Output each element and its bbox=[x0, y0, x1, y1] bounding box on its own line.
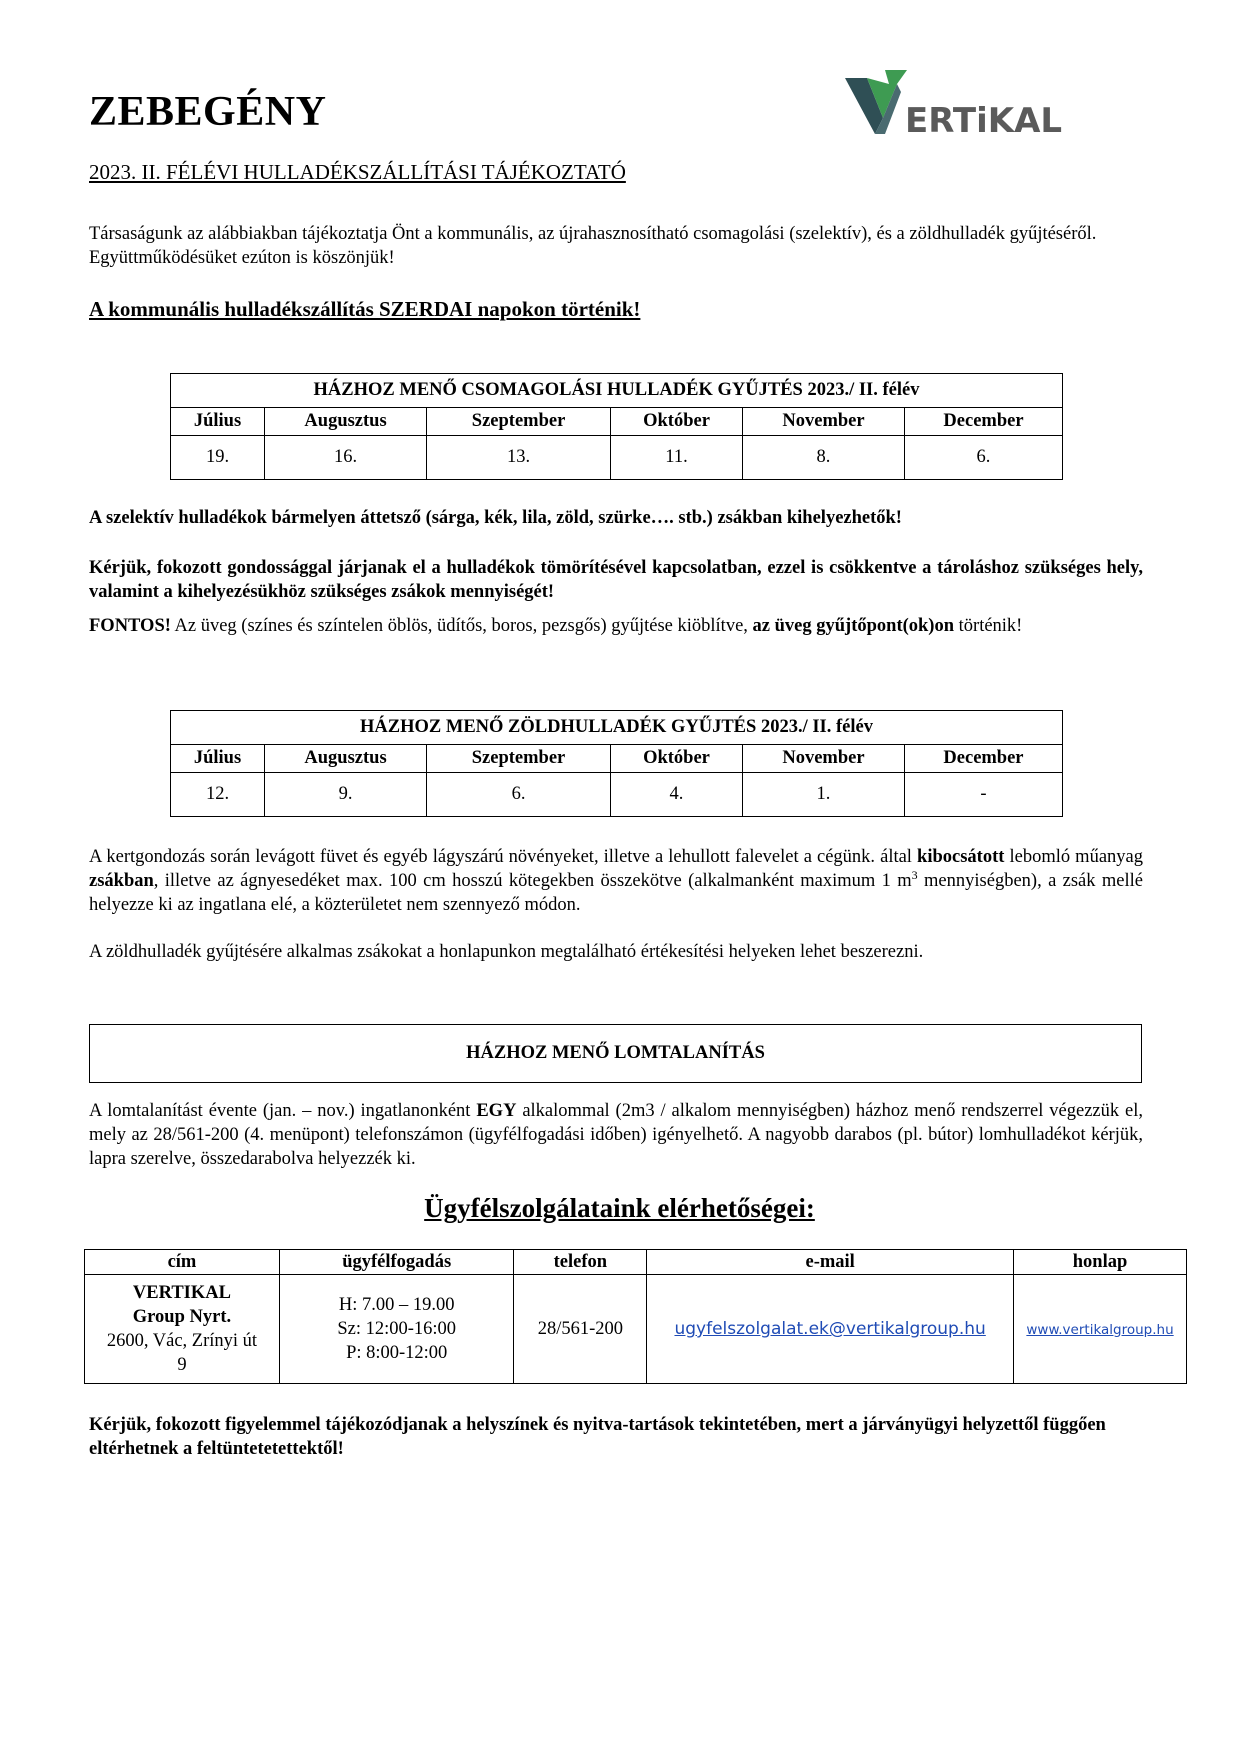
company-suffix: Group Nyrt. bbox=[132, 1307, 232, 1327]
email-link[interactable]: ugyfelszolgalat.ek@vertikalgroup.hu bbox=[674, 1319, 986, 1339]
fontos-tail: történik! bbox=[954, 616, 1023, 636]
fontos-label: FONTOS! bbox=[89, 616, 171, 636]
text-span: A lomtalanítást évente (jan. – nov.) ingatlanonként bbox=[89, 1101, 477, 1121]
lomtalanitas-title: HÁZHOZ MENŐ LOMTALANÍTÁS bbox=[466, 1043, 765, 1063]
month-header: Augusztus bbox=[265, 408, 427, 436]
vertikal-logo-mark bbox=[845, 70, 1080, 150]
collection-day: 8. bbox=[743, 436, 905, 480]
phone-cell: 28/561-200 bbox=[514, 1275, 647, 1384]
month-header: December bbox=[904, 408, 1062, 436]
company-name: VERTIKAL bbox=[132, 1283, 231, 1303]
hours-line: Sz: 12:00-16:00 bbox=[337, 1319, 457, 1339]
month-header: November bbox=[742, 745, 904, 773]
hours-cell bbox=[279, 1275, 514, 1384]
column-header: e-mail bbox=[647, 1250, 1014, 1275]
text-span: , illetve az ágnyesedéket max. 100 cm hosszú kötegekben összekötve (alkalmanként maximum 1 m bbox=[153, 871, 912, 891]
closing-notice: Kérjük, fokozott figyelemmel tájékozódjanak a helyszínek és nyitva-tartások tekintetében, mert a járványügyi helyzettől függően eltérhetnek a feltüntetetettektől! bbox=[89, 1415, 1106, 1459]
text-span: lebomló műanyag bbox=[1004, 847, 1143, 867]
csomagolasi-schedule-table bbox=[170, 373, 1063, 480]
collection-day: 6. bbox=[427, 773, 611, 817]
hours-line: P: 8:00-12:00 bbox=[346, 1343, 448, 1363]
website-link[interactable]: www.vertikalgroup.hu bbox=[1026, 1321, 1174, 1338]
address-cell bbox=[85, 1275, 280, 1384]
website-cell bbox=[1014, 1275, 1187, 1384]
customer-service-table bbox=[84, 1249, 1187, 1384]
table-caption: HÁZHOZ MENŐ CSOMAGOLÁSI HULLADÉK GYŰJTÉS 2023./ II. félév bbox=[171, 374, 1063, 408]
intro-paragraph: Társaságunk az alábbiakban tájékoztatja Önt a kommunális, az újrahasznosítható csomagolási (szelektív), és a zöldhulladék gyűjtéséről. Együttműködésüket ezúton is köszönjük! bbox=[89, 224, 1097, 268]
month-header: Szeptember bbox=[427, 745, 611, 773]
address: 2600, Vác, Zrínyi út 9 bbox=[106, 1331, 258, 1375]
lomtalanitas-title-box bbox=[89, 1024, 1142, 1083]
text-bold: EGY bbox=[476, 1101, 517, 1121]
collection-day: - bbox=[904, 773, 1062, 817]
green-bag-paragraph: A zöldhulladék gyűjtésére alkalmas zsákokat a honlapunkon megtalálható értékesítési helyeken lehet beszerezni. bbox=[89, 942, 924, 962]
fontos-text: Az üveg (színes és színtelen öblös, üdítős, boros, pezsgős) gyűjtése kiöblítve, bbox=[170, 616, 753, 636]
superscript: 3 bbox=[911, 867, 918, 882]
text-bold: zsákban bbox=[89, 871, 154, 891]
text-span: alkalommal (2m3 / alkalom mennyiségben) házhoz menő rendszerrel végezzük el, mely az 28/561-200 (4. menüpont) telefonszámon (ügyfélfogadási időben) igényelhető. A nagyobb darabos (pl. bútor) lomhulladékot kérjük, lapra szerelve, összedarabolva helyezzék ki. bbox=[89, 1101, 1143, 1169]
collection-day: 6. bbox=[904, 436, 1062, 480]
collection-day: 9. bbox=[265, 773, 427, 817]
garden-waste-paragraph bbox=[89, 845, 1143, 917]
column-header: honlap bbox=[1014, 1250, 1187, 1275]
logo-wordmark: ERTiKAL bbox=[905, 101, 1063, 141]
column-header: cím bbox=[85, 1250, 280, 1275]
vertikal-logo bbox=[845, 70, 1080, 150]
month-header: December bbox=[904, 745, 1062, 773]
table-caption: HÁZHOZ MENŐ ZÖLDHULLADÉK GYŰJTÉS 2023./ II. félév bbox=[171, 711, 1063, 745]
lomtalanitas-paragraph bbox=[89, 1099, 1143, 1171]
month-header: Július bbox=[171, 408, 265, 436]
page-title: ZEBEGÉNY bbox=[89, 89, 327, 135]
month-header: Október bbox=[611, 745, 743, 773]
text-span: mennyiségben), a zsák mellé helyezze ki az ingatlana elé, a közterületet nem szennyező módon. bbox=[89, 871, 1143, 915]
text-span: A kertgondozás során levágott füvet és egyéb lágyszárú növényeket, illetve a lehullott falevelet a cégünk. által bbox=[89, 847, 918, 867]
hours-line: H: 7.00 – 19.00 bbox=[338, 1295, 455, 1315]
month-header: Július bbox=[171, 745, 265, 773]
collection-day: 1. bbox=[742, 773, 904, 817]
fontos-notice bbox=[89, 614, 1149, 638]
kommunalis-notice: A kommunális hulladékszállítás SZERDAI napokon történik! bbox=[89, 297, 641, 321]
collection-day: 16. bbox=[265, 436, 427, 480]
month-header: Szeptember bbox=[427, 408, 611, 436]
compression-request: Kérjük, fokozott gondossággal járjanak el a hulladékok tömörítésével kapcsolatban, ezzel is csökkentve a tároláshoz szükséges hely, valamint a kihelyezésükhöz szükséges zsákok mennyiségét! bbox=[89, 558, 1143, 602]
fontos-bold: az üveg gyűjtőpont(ok)on bbox=[752, 616, 955, 636]
text-bold: kibocsátott bbox=[917, 847, 1005, 867]
month-header: Október bbox=[611, 408, 743, 436]
month-header: November bbox=[743, 408, 905, 436]
month-header: Augusztus bbox=[265, 745, 427, 773]
collection-day: 13. bbox=[427, 436, 611, 480]
email-cell bbox=[647, 1275, 1014, 1384]
collection-day: 4. bbox=[611, 773, 743, 817]
zoldhulladek-schedule-table bbox=[170, 710, 1063, 817]
customer-service-title: Ügyfélszolgálataink elérhetőségei: bbox=[424, 1193, 815, 1223]
column-header: ügyfélfogadás bbox=[279, 1250, 514, 1275]
page-subtitle: 2023. II. FÉLÉVI HULLADÉKSZÁLLÍTÁSI TÁJÉKOZTATÓ bbox=[89, 160, 626, 184]
collection-day: 11. bbox=[611, 436, 743, 480]
column-header: telefon bbox=[514, 1250, 647, 1275]
collection-day: 12. bbox=[171, 773, 265, 817]
collection-day: 19. bbox=[171, 436, 265, 480]
szelektiv-notice: A szelektív hulladékok bármelyen áttetsző (sárga, kék, lila, zöld, szürke…. stb.) zsákban kihelyezhetők! bbox=[89, 508, 902, 528]
